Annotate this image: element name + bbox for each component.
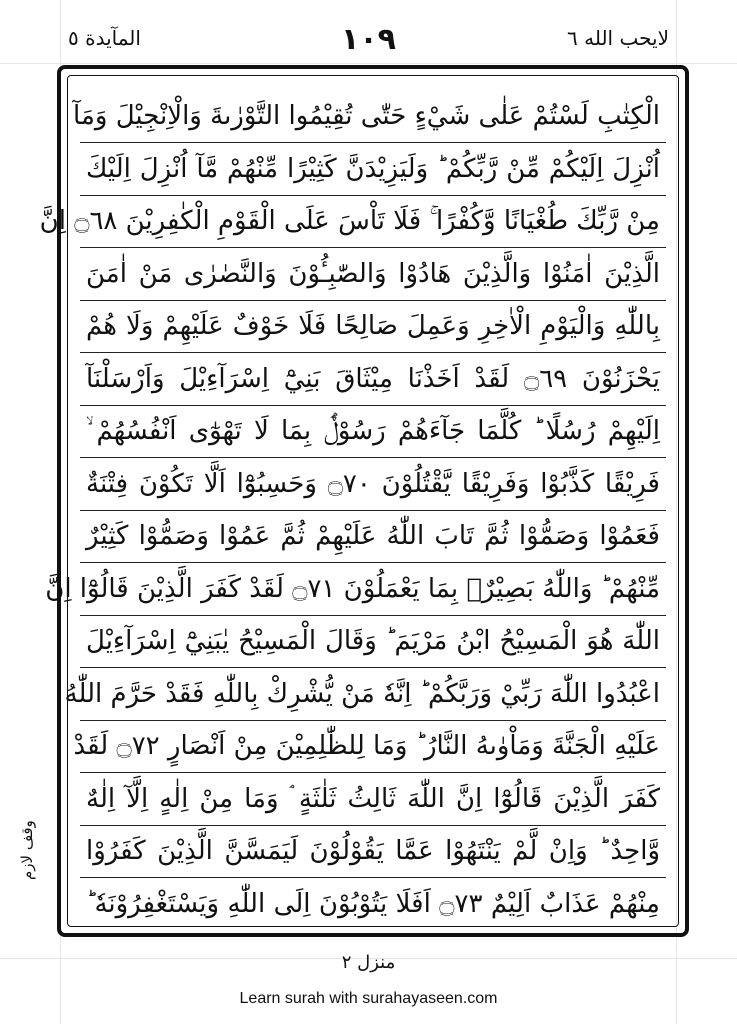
verse-line: اللّٰهَ هُوَ الْمَسِيْحُ ابْنُ مَرْيَمَ ؕ وَقَالَ الْمَسِيْحُ يٰبَنِيْٓ اِسْرَآءِيْلَ [80, 615, 666, 668]
verse-line: مِنْ رَّبِّكَ طُغْيَانًا وَّكُفْرًا ۚ فَلَا تَاْسَ عَلَى الْقَوْمِ الْكٰفِرِيْنَ ۝٦٨ اِنَّ [80, 195, 666, 248]
verse-line: كَفَرَ الَّذِيْنَ قَالُوْٓا اِنَّ اللّٰهَ ثَالِثُ ثَلٰثَةٍ ۘ وَمَا مِنْ اِلٰهٍ اِلَّآ اِلٰهٌ [80, 773, 666, 826]
verse-line: الَّذِيْنَ اٰمَنُوْا وَالَّذِيْنَ هَادُوْا وَالصّٰبِـُٔوْنَ وَالنَّصٰرٰى مَنْ اٰمَنَ [80, 248, 666, 301]
verse-line: بِاللّٰهِ وَالْيَوْمِ الْاٰخِرِ وَعَمِلَ صَالِحًا فَلَا خَوْفٌ عَلَيْهِمْ وَلَا هُمْ [80, 300, 666, 353]
page-header [60, 22, 677, 62]
verse-line: اُنْزِلَ اِلَيْكُمْ مِّنْ رَّبِّكُمْ ؕ وَلَيَزِيْدَنَّ كَثِيْرًا مِّنْهُمْ مَّآ اُنْزِلَ اِلَيْكَ [80, 143, 666, 196]
manzil-label: منزل ٢ [341, 952, 396, 973]
verse-line: اِلَيْهِمْ رُسُلًا ؕ كُلَّمَا جَآءَهُمْ رَسُوْلٌۢ بِمَا لَا تَهْوٰٓى اَنْفُسُهُمْ ۙ [80, 405, 666, 458]
surah-name: المآيدة ٥ [68, 26, 141, 50]
page-number: ١٠٩ [341, 22, 396, 57]
verse-line: مِنْهُمْ عَذَابٌ اَلِيْمٌ ۝٧٣ اَفَلَا يَتُوْبُوْنَ اِلَى اللّٰهِ وَيَسْتَغْفِرُوْنَهٗ ؕ [86, 888, 660, 919]
guide-line [0, 63, 737, 64]
verse-line: اعْبُدُوا اللّٰهَ رَبِّيْ وَرَبَّكُمْ ؕ اِنَّهٗ مَنْ يُّشْرِكْ بِاللّٰهِ فَقَدْ حَرَّمَ اللّٰهُ [80, 668, 666, 721]
verse-line: فَرِيْقًا كَذَّبُوْا وَفَرِيْقًا يَّقْتُلُوْنَ ۝٧٠ وَحَسِبُوْٓا اَلَّا تَكُوْنَ فِتْنَةٌ [80, 458, 666, 511]
verse-line: الْكِتٰبِ لَسْتُمْ عَلٰى شَيْءٍ حَتّٰى تُقِيْمُوا التَّوْرٰىةَ وَالْاِنْجِيْلَ وَمَآ [80, 90, 666, 143]
website-credit: Learn surah with surahayaseen.com [239, 990, 498, 1007]
verse-line: مِّنْهُمْ ؕ وَاللّٰهُ بَصِيْرٌۢ بِمَا يَعْمَلُوْنَ ۝٧١ لَقَدْ كَفَرَ الَّذِيْنَ قَالُوْٓا اِنَّ [80, 563, 666, 616]
verse-line: يَحْزَنُوْنَ ۝٦٩ لَقَدْ اَخَذْنَا مِيْثَاقَ بَنِيْٓ اِسْرَآءِيْلَ وَاَرْسَلْنَآ [80, 353, 666, 406]
text-frame [39, 65, 689, 937]
margin-note: وقف لازم [18, 820, 36, 880]
juz-name: لايحب الله ٦ [567, 26, 669, 50]
verse-line: وَّاحِدٌ ؕ وَاِنْ لَّمْ يَنْتَهُوْا عَمَّا يَقُوْلُوْنَ لَيَمَسَّنَّ الَّذِيْنَ كَفَرُوْا [80, 825, 666, 878]
verse-line: عَلَيْهِ الْجَنَّةَ وَمَاْوٰىهُ النَّارُ ؕ وَمَا لِلظّٰلِمِيْنَ مِنْ اَنْصَارٍ ۝٧٢ لَقَدْ [80, 720, 666, 773]
text-frame-inner [39, 75, 679, 927]
verse-line: فَعَمُوْا وَصَمُّوْا ثُمَّ تَابَ اللّٰهُ عَلَيْهِمْ ثُمَّ عَمُوْا وَصَمُّوْا كَثِيْرٌ [80, 510, 666, 563]
verse-lines [39, 90, 666, 919]
